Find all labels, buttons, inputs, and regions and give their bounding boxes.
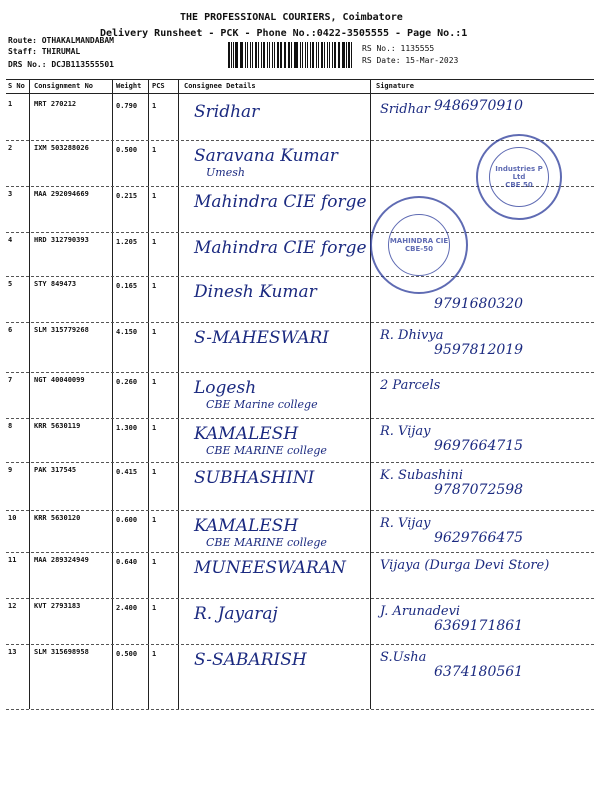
consignee-name: Mahindra CIE forge (194, 238, 367, 258)
row-sno: 9 (8, 466, 13, 474)
row-weight: 1.205 (116, 238, 138, 246)
row-consignment: MAA 292094669 (34, 190, 89, 198)
row-sno: 10 (8, 514, 17, 522)
table-row (0, 598, 600, 644)
col-weight: Weight (116, 82, 142, 90)
consignee-name: Dinesh Kumar (194, 282, 317, 302)
table-row (0, 418, 600, 462)
row-consignment: SLM 315779268 (34, 326, 89, 334)
row-pcs: 1 (152, 238, 157, 246)
consignee-name: S-SABARISH (194, 650, 307, 670)
row-weight: 0.500 (116, 650, 138, 658)
row-weight: 0.260 (116, 378, 138, 386)
col-signature: Signature (376, 82, 414, 90)
signature-text: Sridhar (380, 102, 430, 117)
barcode (228, 42, 354, 68)
row-pcs: 1 (152, 192, 157, 200)
rs-number: RS No.: 1135555 (362, 44, 435, 53)
drs-label: DRS No.: DCJB113555501 (8, 60, 114, 69)
row-consignment: KRR 5630120 (34, 514, 81, 522)
consignee-name: Logesh (194, 378, 257, 398)
row-sno: 6 (8, 326, 13, 334)
route-label: Route: OTHAKALMANDABAM (8, 36, 114, 45)
row-sno: 1 (8, 100, 13, 108)
row-pcs: 1 (152, 650, 157, 658)
row-weight: 0.500 (116, 146, 138, 154)
row-sno: 5 (8, 280, 13, 288)
runsheet-title: Delivery Runsheet - PCK - Phone No.:0422-3505555 - Page No.:1 (100, 28, 468, 39)
consignee-name: SUBHASHINI (194, 468, 315, 488)
signature-phone: 9597812019 (434, 342, 524, 358)
row-weight: 0.165 (116, 282, 138, 290)
row-consignment: PAK 317545 (34, 466, 77, 474)
consignee-name: MUNEESWARAN (194, 558, 346, 578)
row-consignment: MAA 289324949 (34, 556, 89, 564)
signature-text: 2 Parcels (380, 378, 441, 393)
row-pcs: 1 (152, 516, 157, 524)
signature-text: Vijaya (Durga Devi Store) (380, 558, 550, 573)
consignee-name: KAMALESH (194, 424, 299, 444)
signature-phone: 6374180561 (434, 664, 524, 680)
row-weight: 2.400 (116, 604, 138, 612)
signature-phone: 9787072598 (434, 482, 524, 498)
consignee-name: Saravana Kumar (194, 146, 338, 166)
signature-phone: 9629766475 (434, 530, 524, 546)
table-row (0, 644, 600, 709)
row-sno: 13 (8, 648, 17, 656)
row-consignment: SLM 315698958 (34, 648, 89, 656)
row-weight: 0.640 (116, 558, 138, 566)
stamp-text: CBE 50 (505, 181, 533, 189)
row-sno: 2 (8, 144, 13, 152)
rs-date: RS Date: 15-Mar-2023 (362, 56, 459, 65)
table-top-rule (6, 79, 594, 80)
consignee-detail: CBE Marine college (206, 398, 318, 411)
row-weight: 0.600 (116, 516, 138, 524)
staff-label: Staff: THIRUMAL (8, 47, 81, 56)
col-consignment: Consignment No (34, 82, 94, 90)
signature-text: R. Vijay (380, 424, 431, 439)
company-stamp (370, 196, 468, 294)
row-sno: 3 (8, 190, 13, 198)
row-consignment: KRR 5630119 (34, 422, 81, 430)
row-sno: 8 (8, 422, 13, 430)
row-consignment: HRD 312790393 (34, 236, 89, 244)
col-consignee: Consignee Details (184, 82, 256, 90)
signature-text: K. Subashini (380, 468, 464, 483)
stamp-text: MAHINDRA CIE (389, 237, 449, 245)
row-pcs: 1 (152, 378, 157, 386)
row-consignment: KVT 2793183 (34, 602, 81, 610)
row-sno: 12 (8, 602, 17, 610)
table-row (0, 96, 600, 140)
consignee-name: R. Jayaraj (194, 604, 278, 624)
row-pcs: 1 (152, 424, 157, 432)
row-weight: 4.150 (116, 328, 138, 336)
signature-phone: 9791680320 (434, 296, 524, 312)
consignee-name: Mahindra CIE forge (194, 192, 367, 212)
row-pcs: 1 (152, 102, 157, 110)
row-pcs: 1 (152, 328, 157, 336)
row-sno: 4 (8, 236, 13, 244)
col-sno: S No (8, 82, 25, 90)
col-pcs: PCS (152, 82, 165, 90)
row-weight: 0.215 (116, 192, 138, 200)
stamp-text: Industries P Ltd (495, 165, 543, 181)
row-sno: 11 (8, 556, 17, 564)
consignee-name: Sridhar (194, 102, 260, 122)
row-pcs: 1 (152, 146, 157, 154)
signature-phone: 9697664715 (434, 438, 524, 454)
consignee-detail: Umesh (206, 166, 245, 179)
row-divider (6, 709, 594, 710)
row-pcs: 1 (152, 282, 157, 290)
row-weight: 0.415 (116, 468, 138, 476)
table-row (0, 276, 600, 322)
header-bottom-rule (6, 93, 594, 94)
table-row (0, 552, 600, 598)
signature-phone: 9486970910 (434, 98, 524, 114)
company-title: THE PROFESSIONAL COURIERS, Coimbatore (180, 12, 403, 23)
consignee-name: KAMALESH (194, 516, 299, 536)
table-row (0, 232, 600, 276)
stamp-text: CBE-50 (405, 245, 433, 253)
row-pcs: 1 (152, 468, 157, 476)
consignee-detail: CBE MARINE college (206, 444, 327, 457)
row-sno: 7 (8, 376, 13, 384)
table-row (0, 322, 600, 372)
signature-text: R. Vijay (380, 516, 431, 531)
consignee-detail: CBE MARINE college (206, 536, 327, 549)
row-weight: 0.790 (116, 102, 138, 110)
signature-text: S.Usha (380, 650, 427, 665)
table-row (0, 462, 600, 510)
row-pcs: 1 (152, 604, 157, 612)
signature-text: J. Arunadevi (380, 604, 461, 619)
table-row (0, 372, 600, 418)
row-consignment: IXM 503288026 (34, 144, 89, 152)
company-stamp (476, 134, 562, 220)
table-row (0, 510, 600, 552)
row-consignment: MRT 270212 (34, 100, 77, 108)
consignee-name: S-MAHESWARI (194, 328, 329, 348)
row-pcs: 1 (152, 558, 157, 566)
row-weight: 1.300 (116, 424, 138, 432)
signature-text: R. Dhivya (380, 328, 444, 343)
row-consignment: NGT 40040099 (34, 376, 85, 384)
signature-phone: 6369171861 (434, 618, 524, 634)
row-consignment: STY 849473 (34, 280, 77, 288)
